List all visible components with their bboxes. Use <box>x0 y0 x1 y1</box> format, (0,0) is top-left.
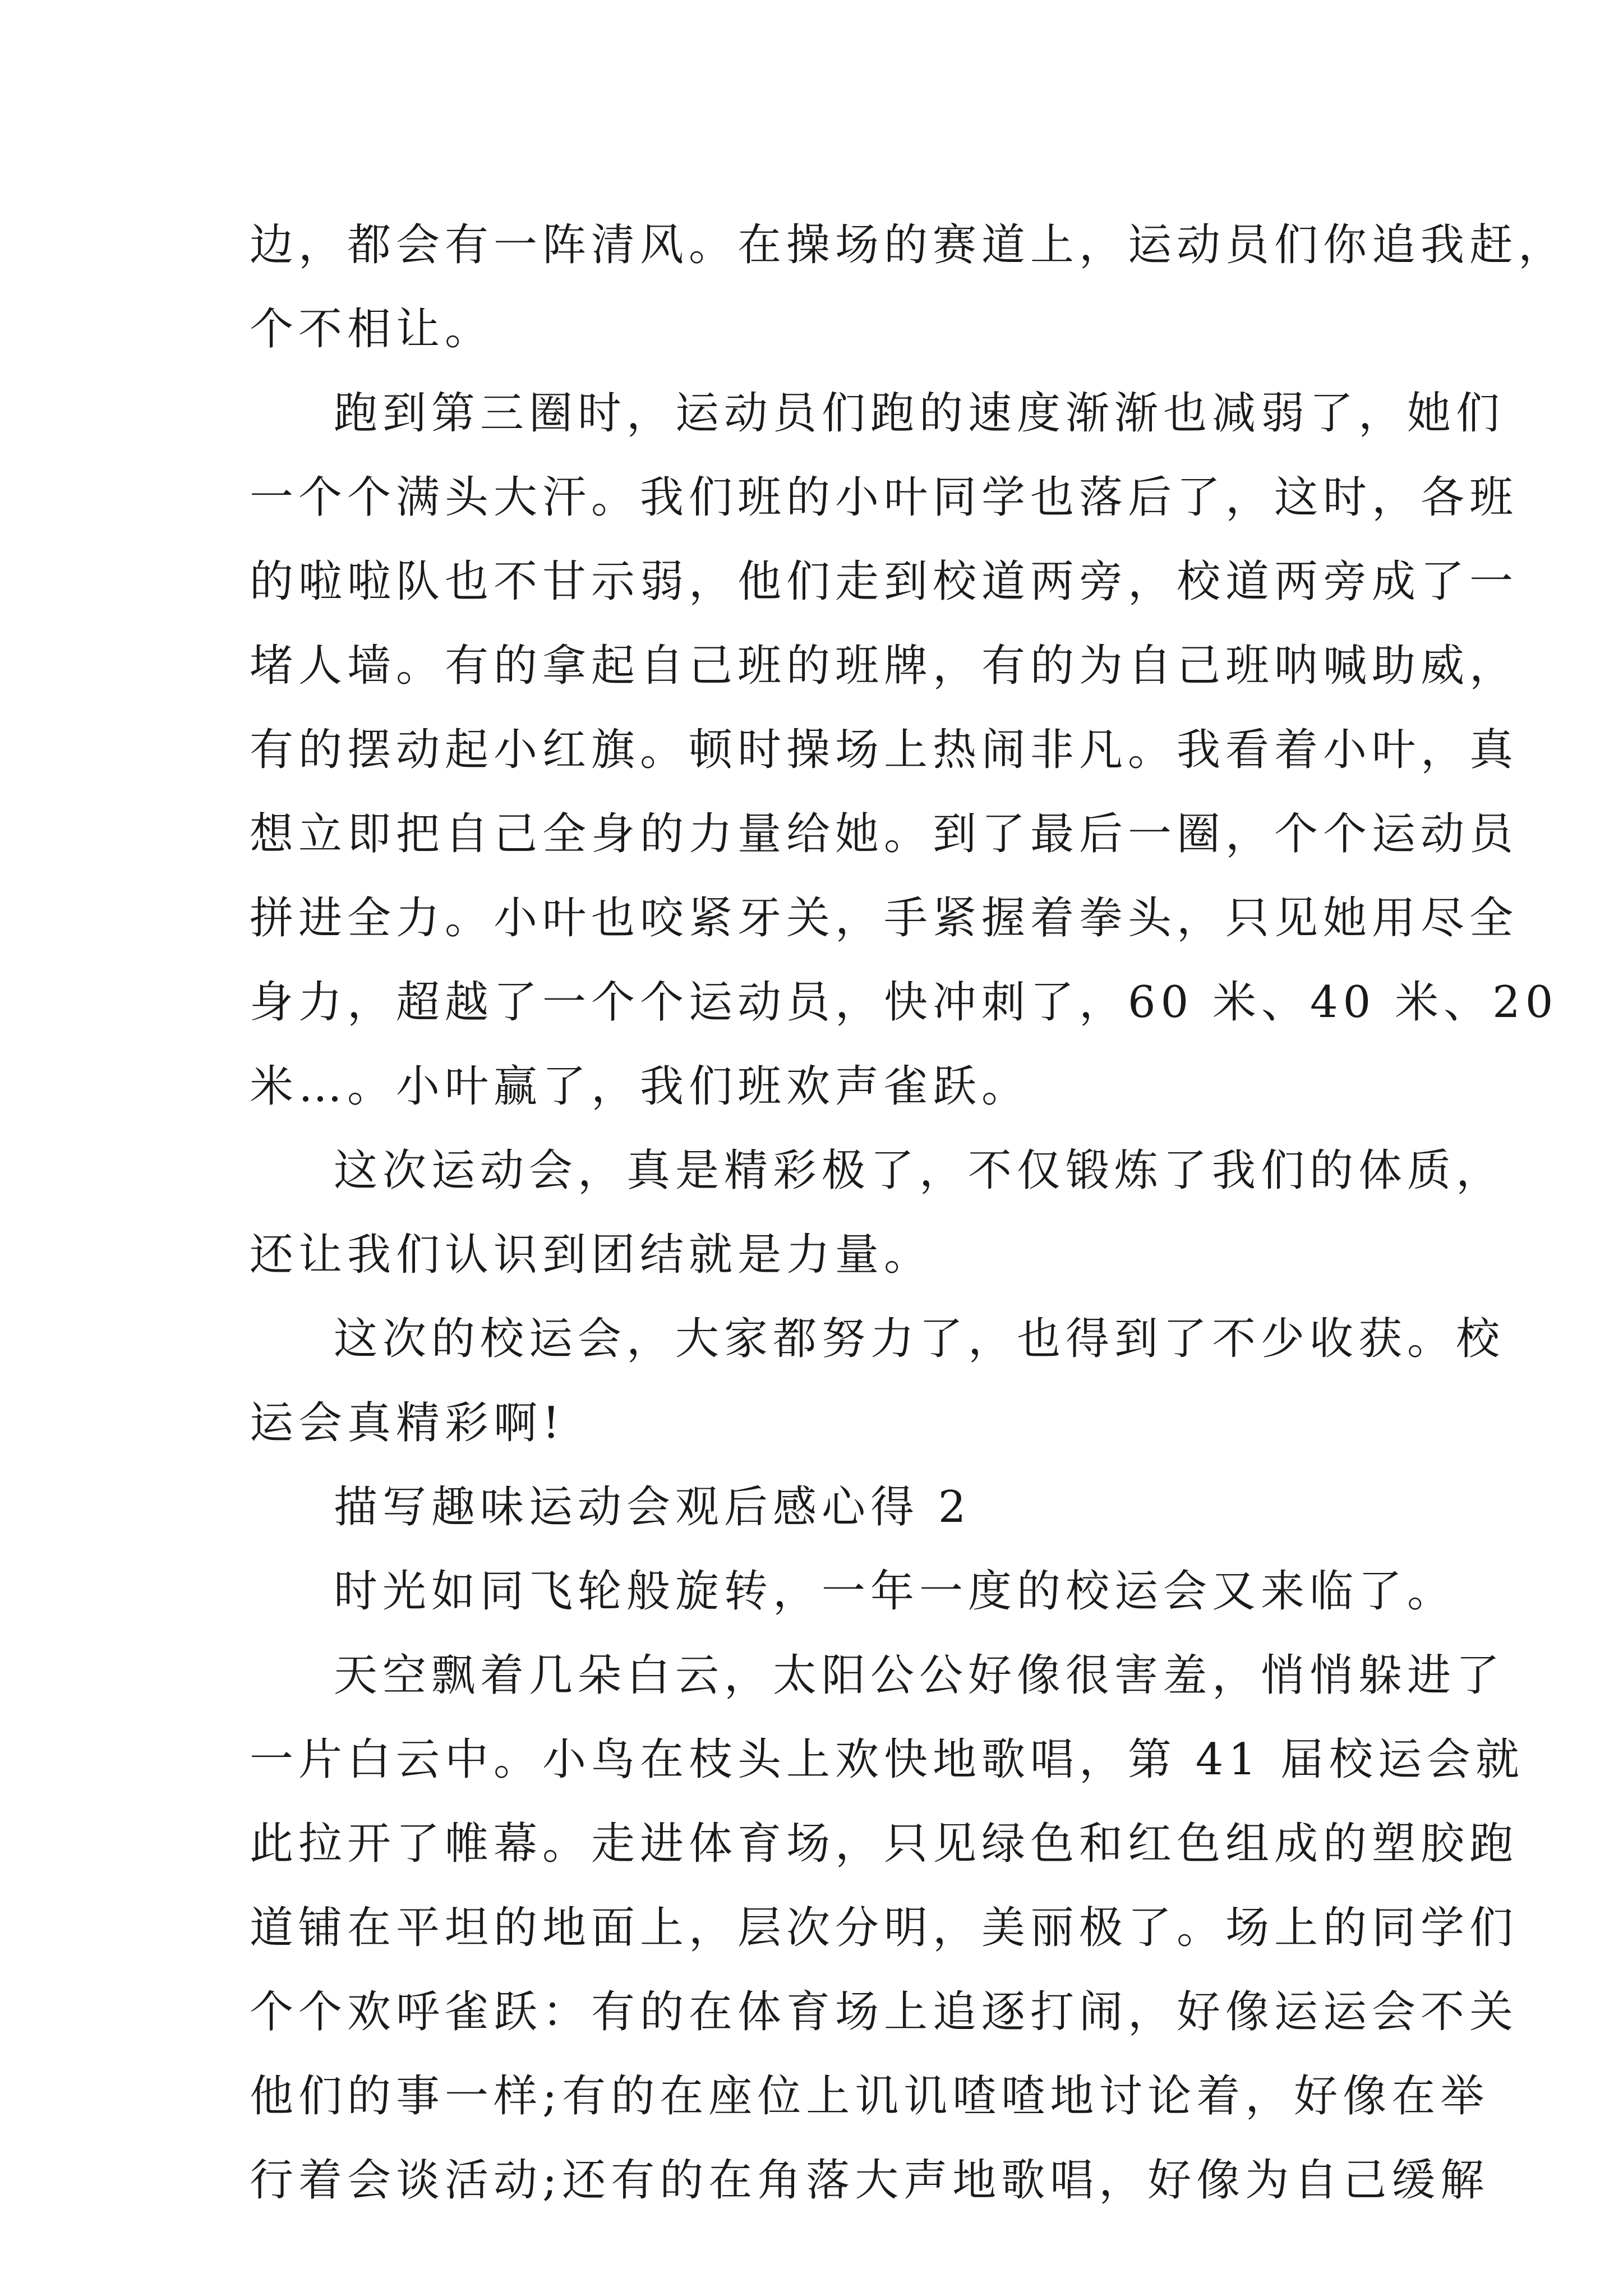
paragraph-first-line: 天空飘着几朵白云，太阳公公好像很害羞，悄悄躲进了 <box>334 1650 1505 1701</box>
paragraph-first-line: 跑到第三圈时，运动员们跑的速度渐渐也减弱了，她们 <box>334 388 1505 439</box>
text-line: 一片白云中。小鸟在枝头上欢快地歌唱，第 41 届校运会就 <box>250 1734 1524 1785</box>
text-line: 身力，超越了一个个运动员，快冲刺了，60 米、40 米、20 <box>250 977 1559 1028</box>
paragraph-first-line: 时光如同飞轮般旋转，一年一度的校运会又来临了。 <box>334 1566 1456 1617</box>
text-line: 一个个满头大汗。我们班的小叶同学也落后了，这时，各班 <box>250 472 1519 523</box>
text-line: 有的摆动起小红旗。顿时操场上热闹非凡。我看着小叶，真 <box>250 725 1519 775</box>
text-line: 此拉开了帷幕。走进体育场，只见绿色和红色组成的塑胶跑 <box>250 1819 1519 1869</box>
text-line: 他们的事一样;有的在座位上讥讥喳喳地讨论着，好像在举 <box>250 2071 1490 2122</box>
section-heading: 描写趣味运动会观后感心得 2 <box>334 1482 971 1533</box>
text-line: 道铺在平坦的地面上，层次分明，美丽极了。场上的同学们 <box>250 1903 1519 1953</box>
text-line: 堵人墙。有的拿起自己班的班牌，有的为自己班呐喊助威， <box>250 641 1519 691</box>
text-line: 个个欢呼雀跃：有的在体育场上追逐打闹，好像运运会不关 <box>250 1987 1519 2037</box>
text-line: 还让我们认识到团结就是力量。 <box>250 1230 933 1280</box>
text-line: 运会真精彩啊! <box>250 1398 565 1448</box>
text-line: 边，都会有一阵清风。在操场的赛道上，运动员们你追我赶， <box>250 220 1567 270</box>
paragraph-first-line: 这次的校运会，大家都努力了，也得到了不少收获。校 <box>334 1314 1505 1364</box>
text-line: 行着会谈活动;还有的在角落大声地歌唱，好像为自己缓解 <box>250 2155 1490 2206</box>
text-line: 个不相让。 <box>250 304 494 355</box>
text-line: 拼进全力。小叶也咬紧牙关，手紧握着拳头，只见她用尽全 <box>250 893 1519 944</box>
paragraph-first-line: 这次运动会，真是精彩极了，不仅锻炼了我们的体质， <box>334 1145 1505 1196</box>
text-line: 想立即把自己全身的力量给她。到了最后一圈，个个运动员 <box>250 809 1519 859</box>
text-line: 的啦啦队也不甘示弱，他们走到校道两旁，校道两旁成了一 <box>250 556 1519 607</box>
text-line: 米…。小叶赢了，我们班欢声雀跃。 <box>250 1061 1031 1112</box>
